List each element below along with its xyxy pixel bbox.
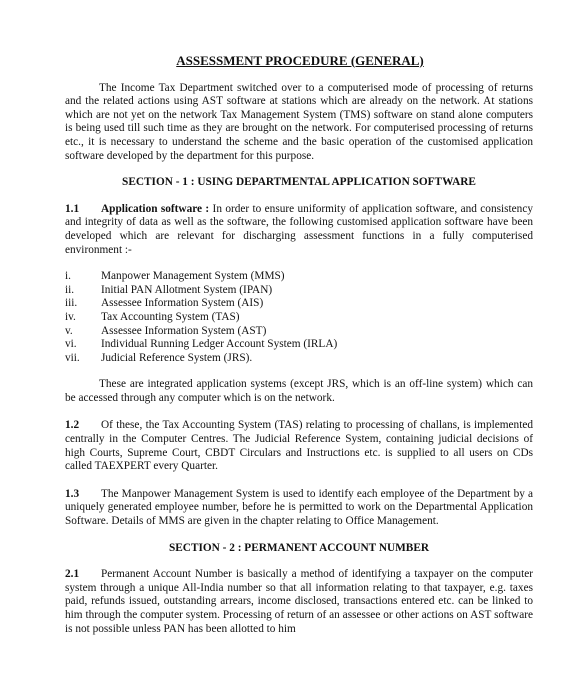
list-number: ii. bbox=[65, 283, 75, 296]
paragraph-lead: Application software : bbox=[101, 202, 210, 215]
list-item bbox=[65, 297, 533, 311]
list-text: Judicial Reference System (JRS). bbox=[101, 351, 253, 364]
paragraph-number: 1.2 bbox=[65, 419, 80, 432]
list-item bbox=[65, 270, 533, 284]
list-number: i. bbox=[65, 270, 71, 283]
list-number: vii. bbox=[65, 351, 80, 364]
section-1-heading: SECTION - 1 : USING DEPARTMENTAL APPLICATION SOFTWARE bbox=[122, 176, 476, 189]
paragraph-1-1 bbox=[65, 203, 533, 257]
software-list bbox=[65, 270, 533, 365]
paragraph-text: Of these, the Tax Accounting System (TAS) relating to processing of challans, is implemented centrally in the Computer Centres. The Judicial Reference System, containing judicial decisions of high Courts, Supreme Court, CBDT Circulars and Instructions etc. is supplied to all users on CDs called TAEXPERT every Quarter. bbox=[65, 419, 533, 473]
list-item bbox=[65, 352, 533, 366]
list-item bbox=[65, 338, 533, 352]
list-item bbox=[65, 311, 533, 325]
list-text: Tax Accounting System (TAS) bbox=[101, 310, 240, 323]
paragraph-text: Permanent Account Number is basically a method of identifying a taxpayer on the computer system through a unique All-India number so that all information relating to that taxpayer, e.g. taxes paid, refunds issued, outstanding arrears, income disclosed, transactions entered etc. can be linked to him through the computer system. Processing of return of an assessee or other actions on AST software is not possible unless PAN has been allotted to him bbox=[65, 568, 533, 635]
list-text: Individual Running Ledger Account System (IRLA) bbox=[101, 338, 338, 351]
document-title: ASSESSMENT PROCEDURE (GENERAL) bbox=[176, 53, 424, 68]
paragraph-number: 1.1 bbox=[65, 202, 80, 215]
list-number: iv. bbox=[65, 310, 76, 323]
list-text: Assessee Information System (AST) bbox=[101, 324, 267, 337]
after-list-paragraph: These are integrated application systems (except JRS, which is an off-line system) which can be accessed through any computer which is on the network. bbox=[65, 378, 533, 404]
list-number: v. bbox=[65, 324, 73, 337]
list-item bbox=[65, 325, 533, 339]
intro-paragraph: The Income Tax Department switched over to a computerised mode of processing of returns and the related actions using AST software at stations which are already on the network. At stations which are not yet on the network Tax Management System (TMS) software on stand alone computers is being used till such time as they are brought on the network. For computerised processing of returns etc., it is necessary to understand the scheme and the basic operation of the customised application software developed by the department for this purpose. bbox=[65, 81, 533, 162]
paragraph-2-1 bbox=[65, 568, 533, 636]
paragraph-1-3 bbox=[65, 488, 533, 529]
section-2-heading: SECTION - 2 : PERMANENT ACCOUNT NUMBER bbox=[168, 541, 430, 554]
paragraph-1-2 bbox=[65, 419, 533, 473]
list-number: vi. bbox=[65, 338, 77, 351]
paragraph-text: The Manpower Management System is used to identify each employee of the Department by a uniquely generated employee number, before he is permitted to work on the Departmental Application Software. Details of MMS are given in the chapter relating to Office Management. bbox=[65, 487, 533, 528]
list-item bbox=[65, 284, 533, 298]
list-number: iii. bbox=[65, 297, 78, 310]
list-text: Initial PAN Allotment System (IPAN) bbox=[101, 283, 273, 296]
paragraph-text: In order to ensure uniformity of application software, and consistency and integrity of data as well as the software, the following customised application software have been developed which are relevant for discharging assessment functions in a fully computerised environment :- bbox=[65, 202, 533, 256]
list-text: Assessee Information System (AIS) bbox=[101, 297, 264, 310]
paragraph-number: 1.3 bbox=[65, 487, 80, 500]
paragraph-number: 2.1 bbox=[65, 568, 80, 581]
list-text: Manpower Management System (MMS) bbox=[101, 270, 285, 283]
